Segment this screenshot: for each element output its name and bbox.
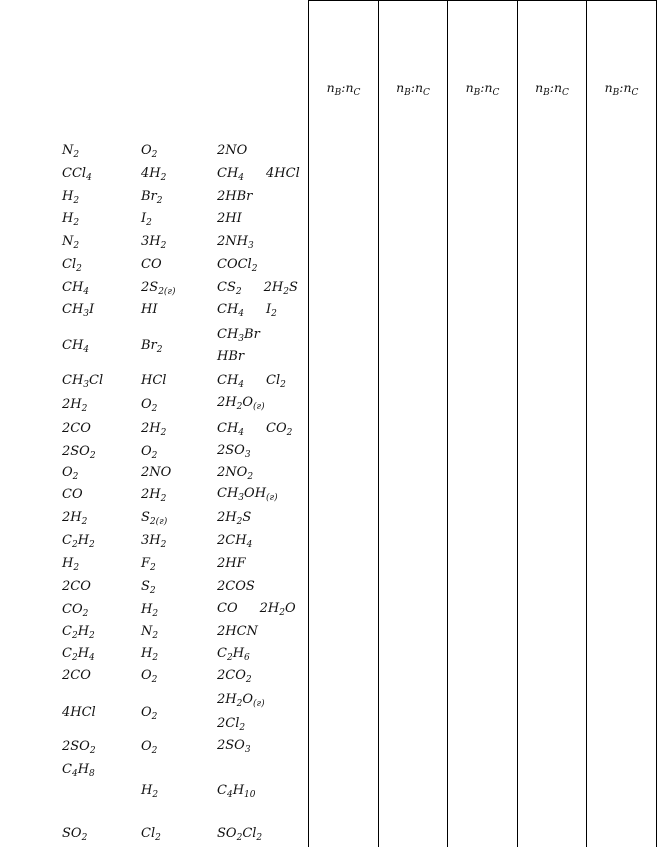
reactant-b: HCl [141,373,167,388]
product: $CH_3Br$ [217,327,260,344]
reactant-a: $H_2$ [62,211,80,228]
product: 2COS [217,579,255,594]
column-divider [308,0,309,847]
product: $CS_2$ $2H_2S$ [217,280,298,297]
reactant-a: $2SO_2$ [62,444,96,461]
reactant-b: $Br_2$ [141,189,163,206]
product: $2SO_3$ [217,738,251,755]
reactant-a: $2SO_2$ [62,739,96,756]
reactant-a: $Cl_2$ [62,257,82,274]
column-divider [586,0,587,847]
reactant-a: $C_2H_2$ [62,624,95,641]
reactant-a: $2H_2$ [62,397,88,414]
reactant-b: $O_2$ [141,668,158,685]
reactant-a: $CO_2$ [62,602,89,619]
product: $2CO_2$ [217,668,252,685]
product: $CH_4$ $I_2$ [217,302,277,319]
reactant-a: $C_4H_8$ [62,762,95,779]
product: 2NO [217,143,248,158]
ratio-header-3: $n_B:n_C$ [465,80,500,98]
reactant-b: $4H_2$ [141,166,167,183]
reactant-b: HI [141,302,158,317]
reactant-b: $Cl_2$ [141,826,161,843]
product: $2NH_3$ [217,234,254,251]
reactant-a: $C_2H_4$ [62,646,95,663]
product: CO $2H_2O$ [217,601,296,618]
top-border [308,0,657,1]
reactant-b: $O_2$ [141,143,158,160]
reactant-b: $O_2$ [141,705,158,722]
ratio-header-5: $n_B:n_C$ [604,80,639,98]
reactant-b: $H_2$ [141,602,159,619]
reactant-b: $3H_2$ [141,234,167,251]
reactant-b: 2NO [141,465,172,480]
reactant-b: $O_2$ [141,444,158,461]
product: COCl$_2$ [217,257,258,274]
product: $2NO_2$ [217,465,254,482]
product: $CH_4$ 4HCl [217,166,300,183]
reactant-a: $SO_2$ [62,826,88,843]
reactant-b: $2S_{2(г)}$ [141,280,176,297]
ratio-header-2: $n_B:n_C$ [396,80,430,98]
product: $2H_2S$ [217,510,252,527]
reactant-b: $Br_2$ [141,338,163,355]
product: $CH_4$ $CO_2$ [217,421,293,438]
reactant-a: 2CO [62,579,91,594]
product: 2HBr [217,189,253,204]
product: 2HCN [217,624,258,639]
reactant-b: $O_2$ [141,739,158,756]
product: $C_4H_{10}$ [217,783,256,800]
reactant-b: CO [141,257,162,272]
reactant-a: CCl$_4$ [62,166,92,183]
product: 2HF [217,556,246,571]
reactant-b: $N_2$ [141,624,159,641]
reactant-a: $CH_3Cl$ [62,373,104,390]
product: HBr [217,349,245,364]
product: $2CH_4$ [217,533,253,550]
product: $2SO_3$ [217,443,251,460]
product: $2H_2O_{(г)}$ [217,395,265,412]
reactant-a: CO [62,487,83,502]
reactant-a: $CH_4$ [62,338,90,355]
column-divider [517,0,518,847]
reactant-a: $H_2$ [62,556,80,573]
reactant-a: $N_2$ [62,234,80,251]
reactant-b: $S_2$ [141,579,156,596]
reactant-a: $H_2$ [62,189,80,206]
reactant-a: $CH_4$ [62,280,90,297]
reactant-a: 4HCl [62,705,96,720]
product: $CH_4$ $Cl_2$ [217,373,286,390]
reactant-a: $C_2H_2$ [62,533,95,550]
reactant-b: $H_2$ [141,783,159,800]
reactant-b: $2H_2$ [141,421,167,438]
reactant-a: $N_2$ [62,143,80,160]
product: $C_2H_6$ [217,646,250,663]
reactant-a: $CH_3I$ [62,302,95,319]
reactant-a: $2H_2$ [62,510,88,527]
reactant-b: $H_2$ [141,646,159,663]
reactant-b: $O_2$ [141,397,158,414]
product: $CH_3OH_{(г)}$ [217,486,278,503]
ratio-header-1: $n_B:n_C$ [326,80,361,98]
column-divider [447,0,448,847]
product: $2Cl_2$ [217,716,246,733]
reactant-b: $F_2$ [141,556,156,573]
reactant-b: $I_2$ [141,211,152,228]
reactant-b: $S_{2(г)}$ [141,510,168,527]
reactant-b: $2H_2$ [141,487,167,504]
product: $SO_2Cl_2$ [217,826,263,843]
product: $2H_2O_{(г)}$ [217,692,265,709]
ratio-header-4: $n_B:n_C$ [535,80,569,98]
reactant-b: $3H_2$ [141,533,167,550]
product: 2HI [217,211,242,226]
reactant-a: 2CO [62,421,91,436]
reactant-a: $O_2$ [62,465,79,482]
reactant-a: 2CO [62,668,91,683]
column-divider [378,0,379,847]
